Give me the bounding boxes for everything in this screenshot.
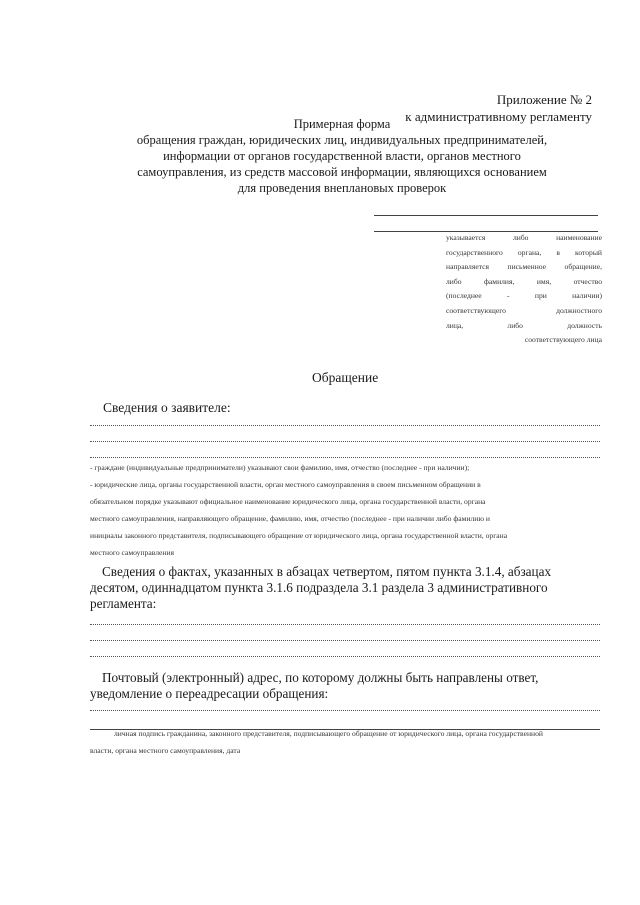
applicant-note-line: местного самоуправления	[90, 548, 174, 557]
annex-reference: к административному регламенту	[405, 109, 592, 124]
facts-text-line: десятом, одиннадцатом пункта 3.1.6 подраздела 3.1 раздела 3 административного	[90, 580, 548, 595]
addressee-note	[446, 231, 602, 348]
applicant-note-line: обязательном порядке указывают официальное наименование юридического лица, органа государственной власти, органа	[90, 497, 486, 506]
form-subtitle-line: обращения граждан, юридических лиц, индивидуальных предпринимателей,	[136, 133, 548, 147]
address-fill-line	[90, 710, 600, 711]
facts-fill-line	[90, 656, 600, 657]
applicant-label: Сведения о заявителе:	[103, 400, 231, 415]
address-text-line: Почтовый (электронный) адрес, по которому должны быть направлены ответ,	[102, 670, 539, 685]
addressee-note-line: соответствующего должностного	[446, 305, 602, 315]
addressee-note-line: соответствующего лица	[524, 335, 602, 345]
applicant-fill-line	[90, 441, 600, 442]
address-text-line: уведомление о переадресации обращения:	[90, 686, 329, 701]
addressee-note-line: направляется письменное обращение,	[446, 262, 602, 272]
addressee-note-line: (последнее - при наличии)	[446, 291, 602, 301]
addressee-note-line: лица, либо должность	[446, 320, 602, 330]
addressee-line	[374, 215, 598, 216]
applicant-note-line: - юридические лица, органы государственной власти, орган местного самоуправления в своем письменном обращении в	[90, 480, 481, 489]
applicant-fill-line	[90, 425, 600, 426]
applicant-fill-line	[90, 457, 600, 458]
addressee-note-line: указывается либо наименование	[446, 233, 602, 242]
applicant-note-line: инициалы законного представителя, подписывающего обращение от юридического лица, органа государственной власти, органа	[90, 531, 508, 540]
facts-fill-line	[90, 624, 600, 625]
addressee-note-line: государственного органа, в который	[446, 247, 602, 257]
document-heading: Обращение	[312, 370, 379, 385]
annex-number: Приложение № 2	[496, 92, 592, 107]
form-subtitle-line: для проведения внеплановых проверок	[237, 181, 447, 195]
addressee-note-line: либо фамилия, имя, отчество	[446, 276, 602, 286]
form-subtitle-line: информации от органов государственной власти, органов местного	[163, 149, 521, 163]
signature-note-line: власти, органа местного самоуправления, дата	[90, 746, 241, 755]
form-title: Примерная форма	[293, 117, 391, 131]
applicant-note	[90, 459, 600, 561]
form-subtitle-line: самоуправления, из средств массовой информации, являющихся основанием	[137, 165, 547, 179]
facts-fill-line	[90, 640, 600, 641]
applicant-note-line: - граждане (индивидуальные предприниматели) указывают свои фамилию, имя, отчество (последнее - при наличии);	[90, 463, 470, 472]
facts-text-line: Сведения о фактах, указанных в абзацах четвертом, пятом пункта 3.1.4, абзацах	[102, 564, 552, 579]
facts-text-line: регламента:	[90, 596, 157, 611]
applicant-note-line: местного самоуправления, направляющего обращение, фамилию, имя, отчество (последнее - при наличии либо фамилию и	[90, 514, 490, 523]
signature-note-line: личная подпись гражданина, законного представителя, подписывающего обращение от юридического лица, органа государственной	[114, 729, 543, 738]
